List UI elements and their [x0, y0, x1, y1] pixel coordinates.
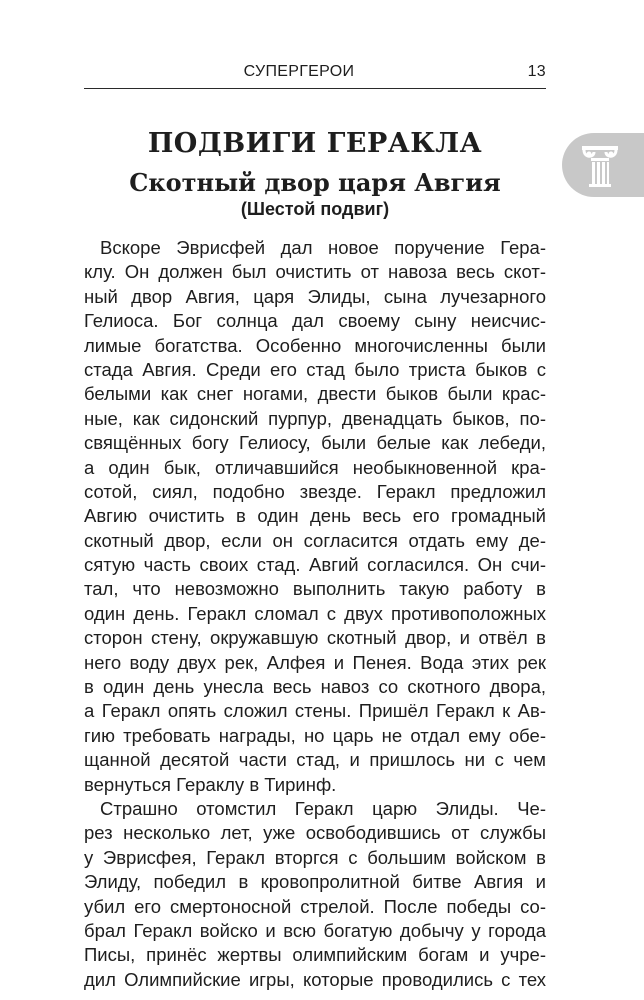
text-line: щанной десятой части стад, и пришлось ни с чем	[84, 749, 546, 771]
text-line: гию требовать награды, но царь не отдал ему обе-	[84, 724, 546, 746]
text-line: него воду двух рек, Алфея и Пенея. Вода этих рек	[84, 651, 546, 673]
page-number: 13	[527, 63, 546, 80]
text-line: скотный двор, если он согласится отдать ему де-	[84, 529, 546, 551]
story-title: Скотный двор царя Авгия	[129, 168, 501, 197]
text-line: тал, что невозможно выполнить такую работу в	[84, 578, 546, 600]
text-line: Элиду, победил в кровопролитной битве Авгия и	[84, 871, 546, 893]
text-line: в один день унесла весь навоз со скотного двора,	[84, 676, 546, 698]
text-line: Страшно отомстил Геракл царю Элиды. Че-	[100, 797, 546, 819]
text-line: брал Геракл войско и всю богатую добычу у города	[84, 919, 546, 941]
chapter-title: ПОДВИГИ ГЕРАКЛА	[147, 128, 483, 159]
greek-column-icon	[580, 144, 620, 188]
body-text	[84, 236, 546, 992]
text-line: белыми как снег ногами, двести быков были крас-	[84, 383, 546, 405]
text-line: вернуться Гераклу в Тиринф.	[84, 773, 337, 795]
text-line: Вскоре Эврисфей дал новое поручение Гера-	[100, 237, 546, 258]
chapter-tab	[562, 133, 644, 197]
section-title: СУПЕРГЕРОИ	[243, 63, 355, 80]
text-line: Писы, принёс жертвы олимпийским богам и учре-	[84, 944, 546, 966]
text-line: ный двор Авгия, царя Элиды, сына лучезарного	[84, 285, 546, 307]
text-line: свящённых богу Гелиосу, были белые как лебеди,	[84, 432, 546, 454]
text-line: рез несколько лет, уже освободившись от службы	[84, 822, 546, 844]
text-line: а один бык, отличавшийся необыкновенной кра-	[84, 456, 546, 478]
story-note: (Шестой подвиг)	[240, 199, 390, 219]
text-line: один день. Геракл сломал с двух противоположных	[84, 602, 546, 624]
text-line: ные, как сидонский пурпур, двенадцать быков, по-	[84, 407, 546, 429]
text-line: убил его смертоносной стрелой. После победы со-	[84, 895, 546, 917]
text-line: Гелиоса. Бог солнца дал своему сыну неисчис-	[84, 310, 546, 332]
text-line: сторон стену, окружавшую скотный двор, и отвёл в	[84, 627, 546, 649]
text-line: сотой, сиял, подобно звезде. Геракл предложил	[84, 480, 546, 502]
text-line: а Геракл опять сложил стены. Пришёл Геракл к Ав-	[84, 700, 546, 722]
text-line: Авгию очистить в один день весь его громадный	[84, 505, 546, 527]
text-line: сятую часть своих стад. Авгий согласился. Он счи-	[84, 554, 546, 576]
text-line: у Эврисфея, Геракл вторгся с большим войском в	[84, 846, 546, 868]
header-rule	[84, 88, 546, 89]
text-line: клу. Он должен был очистить от навоза весь скот-	[84, 261, 546, 283]
text-line: дил Олимпийские игры, которые проводились с тех	[84, 968, 546, 990]
text-line: стада Авгия. Среди его стад было триста быков с	[84, 358, 546, 380]
text-line: лимые богатства. Особенно многочисленны были	[84, 334, 546, 356]
